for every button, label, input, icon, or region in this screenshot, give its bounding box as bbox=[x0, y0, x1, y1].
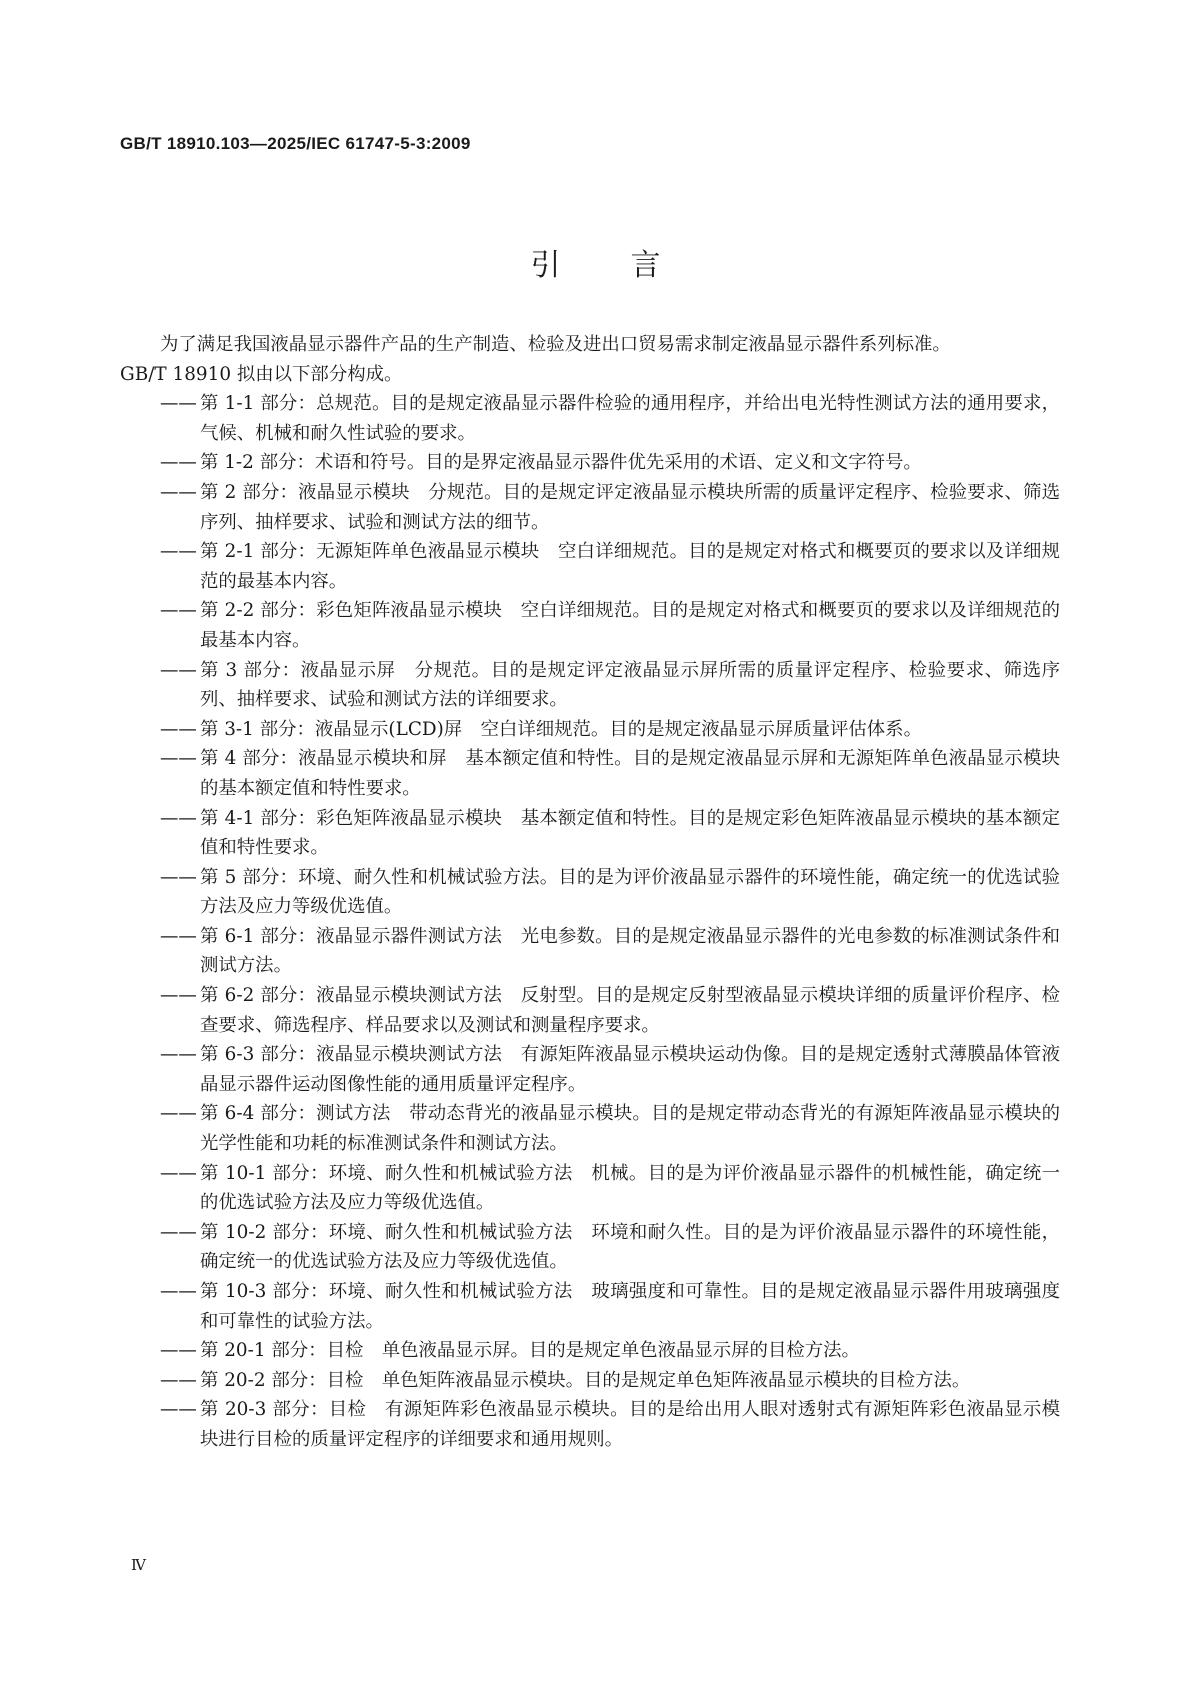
list-dash: —— bbox=[160, 1221, 197, 1243]
list-item-text: 第 6-2 部分：液晶显示模块测试方法 反射型。目的是规定反射型液晶显示模块详细的质量评价程序、检查要求、筛选程序、样品要求以及测试和测量程序要求。 bbox=[200, 985, 1060, 1036]
list-item bbox=[160, 596, 1060, 655]
list-dash: —— bbox=[160, 985, 197, 1007]
list-item bbox=[160, 715, 1060, 745]
list-item bbox=[160, 389, 1060, 448]
list-dash: —— bbox=[160, 1399, 197, 1421]
list-item-text: 第 10-3 部分：环境、耐久性和机械试验方法 玻璃强度和可靠性。目的是规定液晶显示器件用玻璃强度和可靠性的试验方法。 bbox=[200, 1281, 1060, 1332]
list-dash: —— bbox=[160, 481, 197, 503]
parts-list bbox=[160, 389, 1060, 1454]
list-dash: —— bbox=[160, 659, 197, 681]
list-item bbox=[160, 1277, 1060, 1336]
list-item-text: 第 3 部分：液晶显示屏 分规范。目的是规定评定液晶显示屏所需的质量评定程序、检验要求、筛选序列、抽样要求、试验和测试方法的详细要求。 bbox=[200, 659, 1060, 711]
list-item-text: 第 4-1 部分：彩色矩阵液晶显示模块 基本额定值和特性。目的是规定彩色矩阵液晶显示模块的基本额定值和特性要求。 bbox=[200, 807, 1060, 859]
list-dash: —— bbox=[160, 807, 197, 829]
list-item bbox=[160, 1040, 1060, 1099]
list-dash: —— bbox=[160, 600, 197, 622]
list-item-text: 第 4 部分：液晶显示模块和屏 基本额定值和特性。目的是规定液晶显示屏和无源矩阵单色液晶显示模块的基本额定值和特性要求。 bbox=[200, 748, 1060, 799]
list-item-text: 第 2-1 部分：无源矩阵单色液晶显示模块 空白详细规范。目的是规定对格式和概要页的要求以及详细规范的最基本内容。 bbox=[200, 541, 1060, 592]
list-item bbox=[160, 922, 1060, 981]
list-dash: —— bbox=[160, 1103, 197, 1125]
list-item bbox=[160, 448, 1060, 478]
list-dash: —— bbox=[160, 1044, 197, 1066]
list-item bbox=[160, 656, 1060, 715]
list-dash: —— bbox=[160, 1162, 197, 1184]
list-item-text: 第 6-4 部分：测试方法 带动态背光的液晶显示模块。目的是规定带动态背光的有源矩阵液晶显示模块的光学性能和功耗的标准测试条件和测试方法。 bbox=[200, 1103, 1060, 1155]
intro-paragraph-line2: GB/T 18910 拟由以下部分构成。 bbox=[120, 363, 403, 385]
list-item bbox=[160, 1218, 1060, 1277]
list-dash: —— bbox=[160, 866, 197, 888]
document-body bbox=[120, 330, 1060, 1455]
list-item bbox=[160, 981, 1060, 1040]
list-dash: —— bbox=[160, 718, 197, 740]
list-item bbox=[160, 1099, 1060, 1158]
list-item bbox=[160, 478, 1060, 537]
list-item-text: 第 20-3 部分：目检 有源矩阵彩色液晶显示模块。目的是给出用人眼对透射式有源矩阵彩色液晶显示模块进行目检的质量评定程序的详细要求和通用规则。 bbox=[200, 1399, 1060, 1450]
list-item bbox=[160, 1366, 1060, 1396]
list-item-text: 第 10-2 部分：环境、耐久性和机械试验方法 环境和耐久性。目的是为评价液晶显示器件的环境性能，确定统一的优选试验方法及应力等级优选值。 bbox=[200, 1221, 1060, 1273]
list-item-text: 第 1-2 部分：术语和符号。目的是界定液晶显示器件优先采用的术语、定义和文字符号。 bbox=[200, 452, 922, 474]
page-number: Ⅳ bbox=[131, 1556, 146, 1574]
list-item-text: 第 20-1 部分：目检 单色液晶显示屏。目的是规定单色液晶显示屏的目检方法。 bbox=[200, 1340, 860, 1362]
list-item bbox=[160, 1395, 1060, 1454]
list-dash: —— bbox=[160, 1281, 197, 1302]
list-dash: —— bbox=[160, 748, 197, 770]
list-item bbox=[160, 744, 1060, 803]
list-item bbox=[160, 863, 1060, 922]
list-dash: —— bbox=[160, 925, 197, 947]
list-dash: —— bbox=[160, 393, 197, 415]
list-dash: —— bbox=[160, 452, 197, 474]
list-item bbox=[160, 1159, 1060, 1218]
list-item bbox=[160, 804, 1060, 863]
intro-paragraph-line1: 为了满足我国液晶显示器件产品的生产制造、检验及进出口贸易需求制定液晶显示器件系列标准。 bbox=[160, 334, 951, 355]
list-item-text: 第 6-3 部分：液晶显示模块测试方法 有源矩阵液晶显示模块运动伪像。目的是规定透射式薄膜晶体管液晶显示器件运动图像性能的通用质量评定程序。 bbox=[200, 1044, 1060, 1095]
list-item bbox=[160, 1336, 1060, 1366]
list-item-text: 第 1-1 部分：总规范。目的是规定液晶显示器件检验的通用程序，并给出电光特性测试方法的通用要求，气候、机械和耐久性试验的要求。 bbox=[200, 393, 1060, 444]
list-item-text: 第 3-1 部分：液晶显示(LCD)屏 空白详细规范。目的是规定液晶显示屏质量评估体系。 bbox=[200, 718, 922, 740]
list-item bbox=[160, 537, 1060, 596]
list-dash: —— bbox=[160, 541, 197, 563]
list-item-text: 第 2 部分：液晶显示模块 分规范。目的是规定评定液晶显示模块所需的质量评定程序、检验要求、筛选序列、抽样要求、试验和测试方法的细节。 bbox=[200, 481, 1060, 533]
standard-code-header: GB/T 18910.103—2025/IEC 61747-5-3:2009 bbox=[120, 134, 471, 153]
list-item-text: 第 10-1 部分：环境、耐久性和机械试验方法 机械。目的是为评价液晶显示器件的机械性能，确定统一的优选试验方法及应力等级优选值。 bbox=[200, 1162, 1060, 1214]
list-dash: —— bbox=[160, 1369, 197, 1391]
list-item-text: 第 2-2 部分：彩色矩阵液晶显示模块 空白详细规范。目的是规定对格式和概要页的要求以及详细规范的最基本内容。 bbox=[200, 600, 1060, 651]
list-item-text: 第 5 部分：环境、耐久性和机械试验方法。目的是为评价液晶显示器件的环境性能，确定统一的优选试验方法及应力等级优选值。 bbox=[200, 866, 1060, 918]
list-item-text: 第 20-2 部分：目检 单色矩阵液晶显示模块。目的是规定单色矩阵液晶显示模块的目检方法。 bbox=[200, 1369, 971, 1391]
page-title: 引言 bbox=[530, 248, 731, 283]
list-item-text: 第 6-1 部分：液晶显示器件测试方法 光电参数。目的是规定液晶显示器件的光电参数的标准测试条件和测试方法。 bbox=[200, 925, 1060, 977]
list-dash: —— bbox=[160, 1340, 197, 1362]
